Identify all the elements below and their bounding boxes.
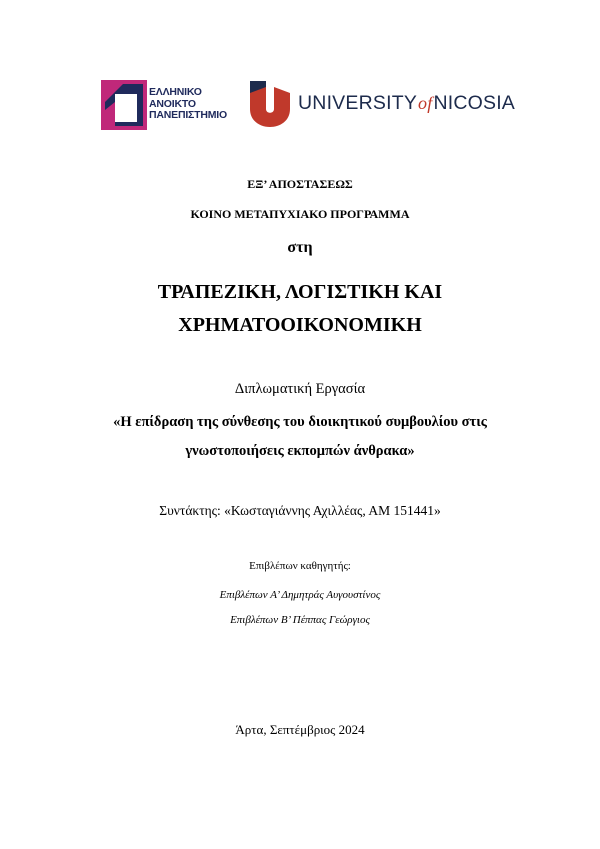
unic-word-nicosia: NICOSIA — [433, 92, 516, 114]
unic-logo-icon — [250, 81, 290, 127]
university-of-nicosia-logo — [250, 81, 520, 129]
program-mode: ΕΞ’ ΑΠΟΣΤΑΣΕΩΣ — [247, 177, 353, 191]
document-type: Διπλωματική Εργασία — [234, 381, 366, 397]
unic-word-of: of — [418, 93, 433, 113]
connector-word: στη — [287, 239, 313, 256]
hellenic-open-university-logo — [101, 78, 241, 130]
thesis-title-line-1: «Η επίδραση της σύνθεσης του διοικητικού συμβουλίου στις — [113, 414, 487, 430]
hou-line-2: ΑΝΟΙΚΤΟ — [149, 97, 196, 110]
supervisor-a: Επιβλέπων Α’ Δημητράς Αυγουστίνος — [219, 589, 381, 601]
hou-logo-wordmark — [149, 87, 241, 122]
supervisor-b: Επιβλέπων Β’ Πέππας Γεώργιος — [230, 614, 370, 626]
logos-header — [101, 78, 521, 134]
unic-word-university: UNIVERSITY — [298, 92, 418, 114]
unic-wordmark — [298, 92, 515, 115]
author-line: Συντάκτης: «Κωσταγιάννης Αχιλλέας, ΑΜ 151441» — [159, 503, 441, 518]
field-title-line-1: ΤΡΑΠΕΖΙΚΗ, ΛΟΓΙΣΤΙΚΗ ΚΑΙ — [157, 281, 443, 303]
field-title-line-2: ΧΡΗΜΑΤΟΟΙΚΟΝΟΜΙΚΗ — [178, 314, 422, 336]
program-type: ΚΟΙΝΟ ΜΕΤΑΠΥΧΙΑΚΟ ΠΡΟΓΡΑΜΜΑ — [190, 207, 410, 221]
thesis-title-line-2: γνωστοποιήσεις εκπομπών άνθρακα» — [185, 443, 415, 459]
hou-logo-icon — [101, 80, 147, 130]
supervisor-heading: Επιβλέπων καθηγητής: — [249, 560, 351, 572]
hou-line-3: ΠΑΝΕΠΙΣΤΗΜΙΟ — [149, 109, 227, 121]
place-date: Άρτα, Σεπτέμβριος 2024 — [235, 722, 365, 737]
hou-line-1: ΕΛΛΗΝΙΚΟ — [149, 86, 202, 98]
